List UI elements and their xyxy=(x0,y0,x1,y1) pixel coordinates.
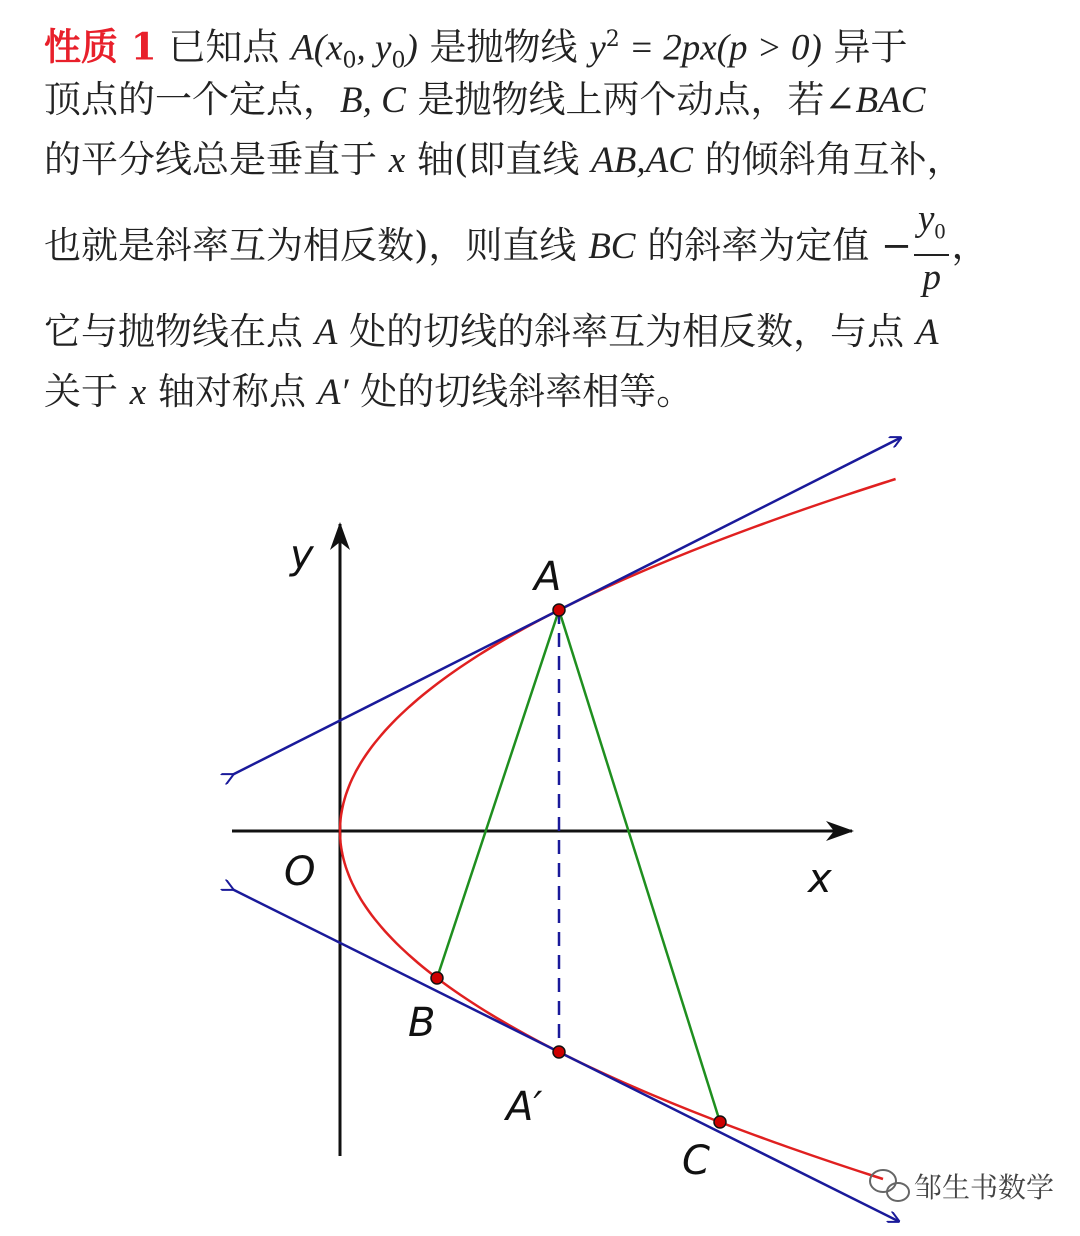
text-line-6: 关于 x 轴对称点 A′ 处的切线斜率相等。 xyxy=(44,370,694,413)
tangent-at-A xyxy=(232,438,900,775)
text-line-3: 的平分线总是垂直于 x 轴(即直线 AB,AC 的倾斜角互补， xyxy=(44,138,964,181)
point-B xyxy=(431,972,443,984)
text-line-5: 它与抛物线在点 A 处的切线的斜率互为相反数，与点 A xyxy=(44,310,939,353)
label-B: B xyxy=(408,1000,436,1046)
wechat-icon xyxy=(870,1170,909,1201)
parabola-curve xyxy=(340,479,896,1179)
chord-AB xyxy=(437,610,559,978)
label-x: x xyxy=(808,856,832,902)
label-A: A xyxy=(534,554,562,600)
label-C: C xyxy=(682,1138,710,1184)
property-text xyxy=(44,10,1044,422)
chord-AC xyxy=(559,610,720,1122)
property-title: 性质 1 xyxy=(44,24,157,69)
parabola-figure xyxy=(0,420,1080,1236)
watermark-text: 邹生书数学 xyxy=(914,1171,1055,1204)
point-A xyxy=(553,604,565,616)
watermark xyxy=(870,1170,1054,1204)
label-y: y xyxy=(290,532,314,578)
slope-fraction: $\frac{y_0}{p}$ xyxy=(914,197,949,299)
text-line-4: 也就是斜率互为相反数)，则直线 BC 的斜率为定值 − $\frac{y_0}{p}$ ， xyxy=(44,198,989,298)
label-Ap: A′ xyxy=(506,1084,543,1130)
point-Ap xyxy=(553,1046,565,1058)
text-line-2: 顶点的一个定点，B, C 是抛物线上两个动点，若∠BAC xyxy=(44,78,926,121)
text-line-1: 性质 1 已知点 $A(x_0$, $y_0$) 是抛物线 $y^2 = 2px(p > 0)$ 异于 xyxy=(44,24,908,74)
point-C xyxy=(714,1116,726,1128)
label-O: O xyxy=(284,849,316,895)
